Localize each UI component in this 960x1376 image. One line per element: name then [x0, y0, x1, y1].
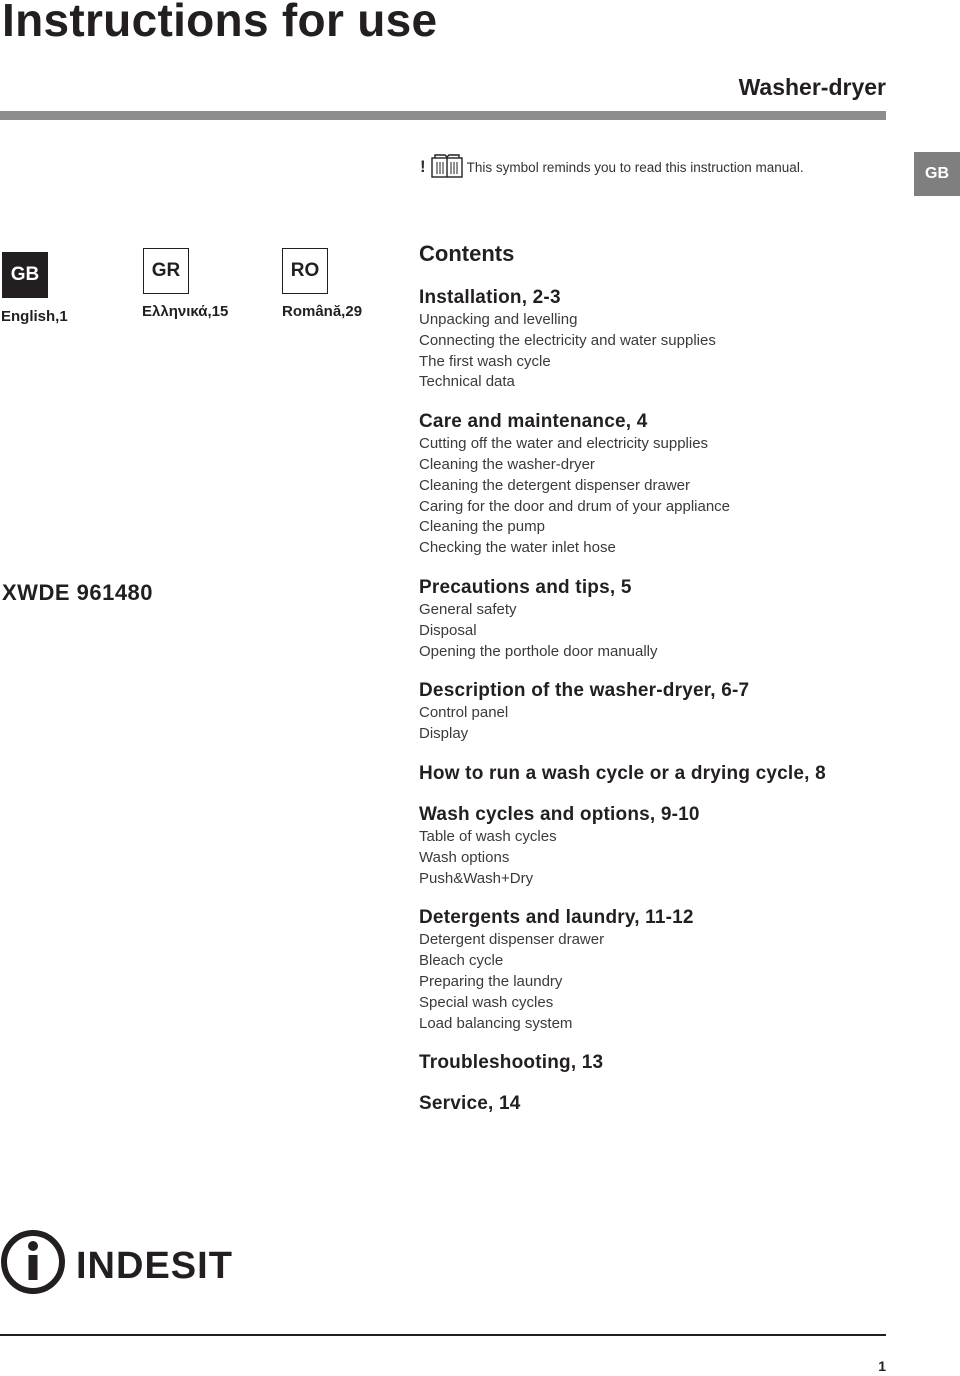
toc-section-title: Description of the washer-dryer, 6-7	[419, 680, 750, 702]
toc-section	[419, 1092, 919, 1116]
book-icon	[431, 154, 463, 181]
toc-item: Cleaning the detergent dispenser drawer	[419, 476, 691, 494]
lang-code-ro: RO	[282, 248, 328, 294]
logo-wordmark: INDESIT	[76, 1245, 233, 1287]
page-number: 1	[878, 1358, 886, 1374]
toc-section	[419, 576, 919, 662]
toc-item: Caring for the door and drum of your appliance	[419, 497, 731, 515]
contents-sections	[419, 286, 919, 1116]
toc-item: Table of wash cycles	[419, 827, 557, 845]
toc-section-title: Troubleshooting, 13	[419, 1052, 604, 1074]
toc-section	[419, 286, 919, 393]
toc-section	[419, 803, 919, 889]
indesit-logo	[0, 1226, 252, 1298]
toc-item: Special wash cycles	[419, 993, 554, 1011]
toc-item: Push&Wash+Dry	[419, 869, 534, 887]
toc-section-title: Installation, 2-3	[419, 287, 561, 308]
lang-label-gr: Ελληνικά,15	[142, 303, 229, 320]
toc-section	[419, 1051, 919, 1075]
toc-section-title: How to run a wash cycle or a drying cycle, 8	[419, 762, 826, 784]
lang-label-gb: English,1	[1, 308, 68, 325]
toc-item: Opening the porthole door manually	[419, 642, 658, 660]
warning-mark: !	[420, 157, 426, 176]
toc-item: Cleaning the washer-dryer	[419, 455, 595, 473]
gb-language-tab: GB	[914, 152, 960, 196]
toc-item: Disposal	[419, 621, 477, 639]
toc-item: Cutting off the water and electricity supplies	[419, 435, 709, 453]
header-divider	[0, 111, 886, 120]
footer-divider	[0, 1334, 886, 1336]
lang-label-ro: Română,29	[282, 303, 363, 320]
toc-item: Connecting the electricity and water supplies	[419, 331, 716, 349]
page-title: Instructions for use	[2, 0, 438, 46]
toc-item: Technical data	[419, 373, 515, 391]
symbol-note	[420, 154, 804, 180]
contents-heading: Contents	[419, 241, 515, 266]
toc-section-title: Precautions and tips, 5	[419, 576, 632, 598]
toc-item: Display	[419, 725, 469, 743]
toc-section-title: Care and maintenance, 4	[419, 411, 648, 433]
toc-item: Unpacking and levelling	[419, 311, 578, 328]
product-type: Washer-dryer	[738, 74, 886, 100]
toc-item: Control panel	[419, 704, 509, 722]
lang-code-gr: GR	[143, 248, 189, 294]
toc-item: Bleach cycle	[419, 952, 504, 970]
toc-item: Wash options	[419, 848, 510, 866]
toc-item: Checking the water inlet hose	[419, 539, 616, 557]
toc-section-title: Detergents and laundry, 11-12	[419, 907, 694, 929]
toc-item: Cleaning the pump	[419, 518, 545, 536]
toc-item: Preparing the laundry	[419, 972, 563, 990]
toc-section	[419, 906, 919, 1034]
toc-section	[419, 679, 919, 745]
toc-section-title: Service, 14	[419, 1093, 521, 1115]
toc-item: Detergent dispenser drawer	[419, 931, 605, 949]
toc-item: The first wash cycle	[419, 352, 551, 370]
symbol-note-text: This symbol reminds you to read this instruction manual.	[466, 159, 804, 175]
toc-section	[419, 410, 919, 559]
model-number: XWDE 961480	[2, 580, 154, 605]
toc-section	[419, 762, 919, 786]
lang-code-gb: GB	[2, 252, 48, 298]
table-of-contents	[419, 240, 919, 1116]
toc-section-title: Wash cycles and options, 9-10	[419, 803, 700, 825]
toc-item: General safety	[419, 600, 517, 618]
toc-item: Load balancing system	[419, 1014, 573, 1032]
